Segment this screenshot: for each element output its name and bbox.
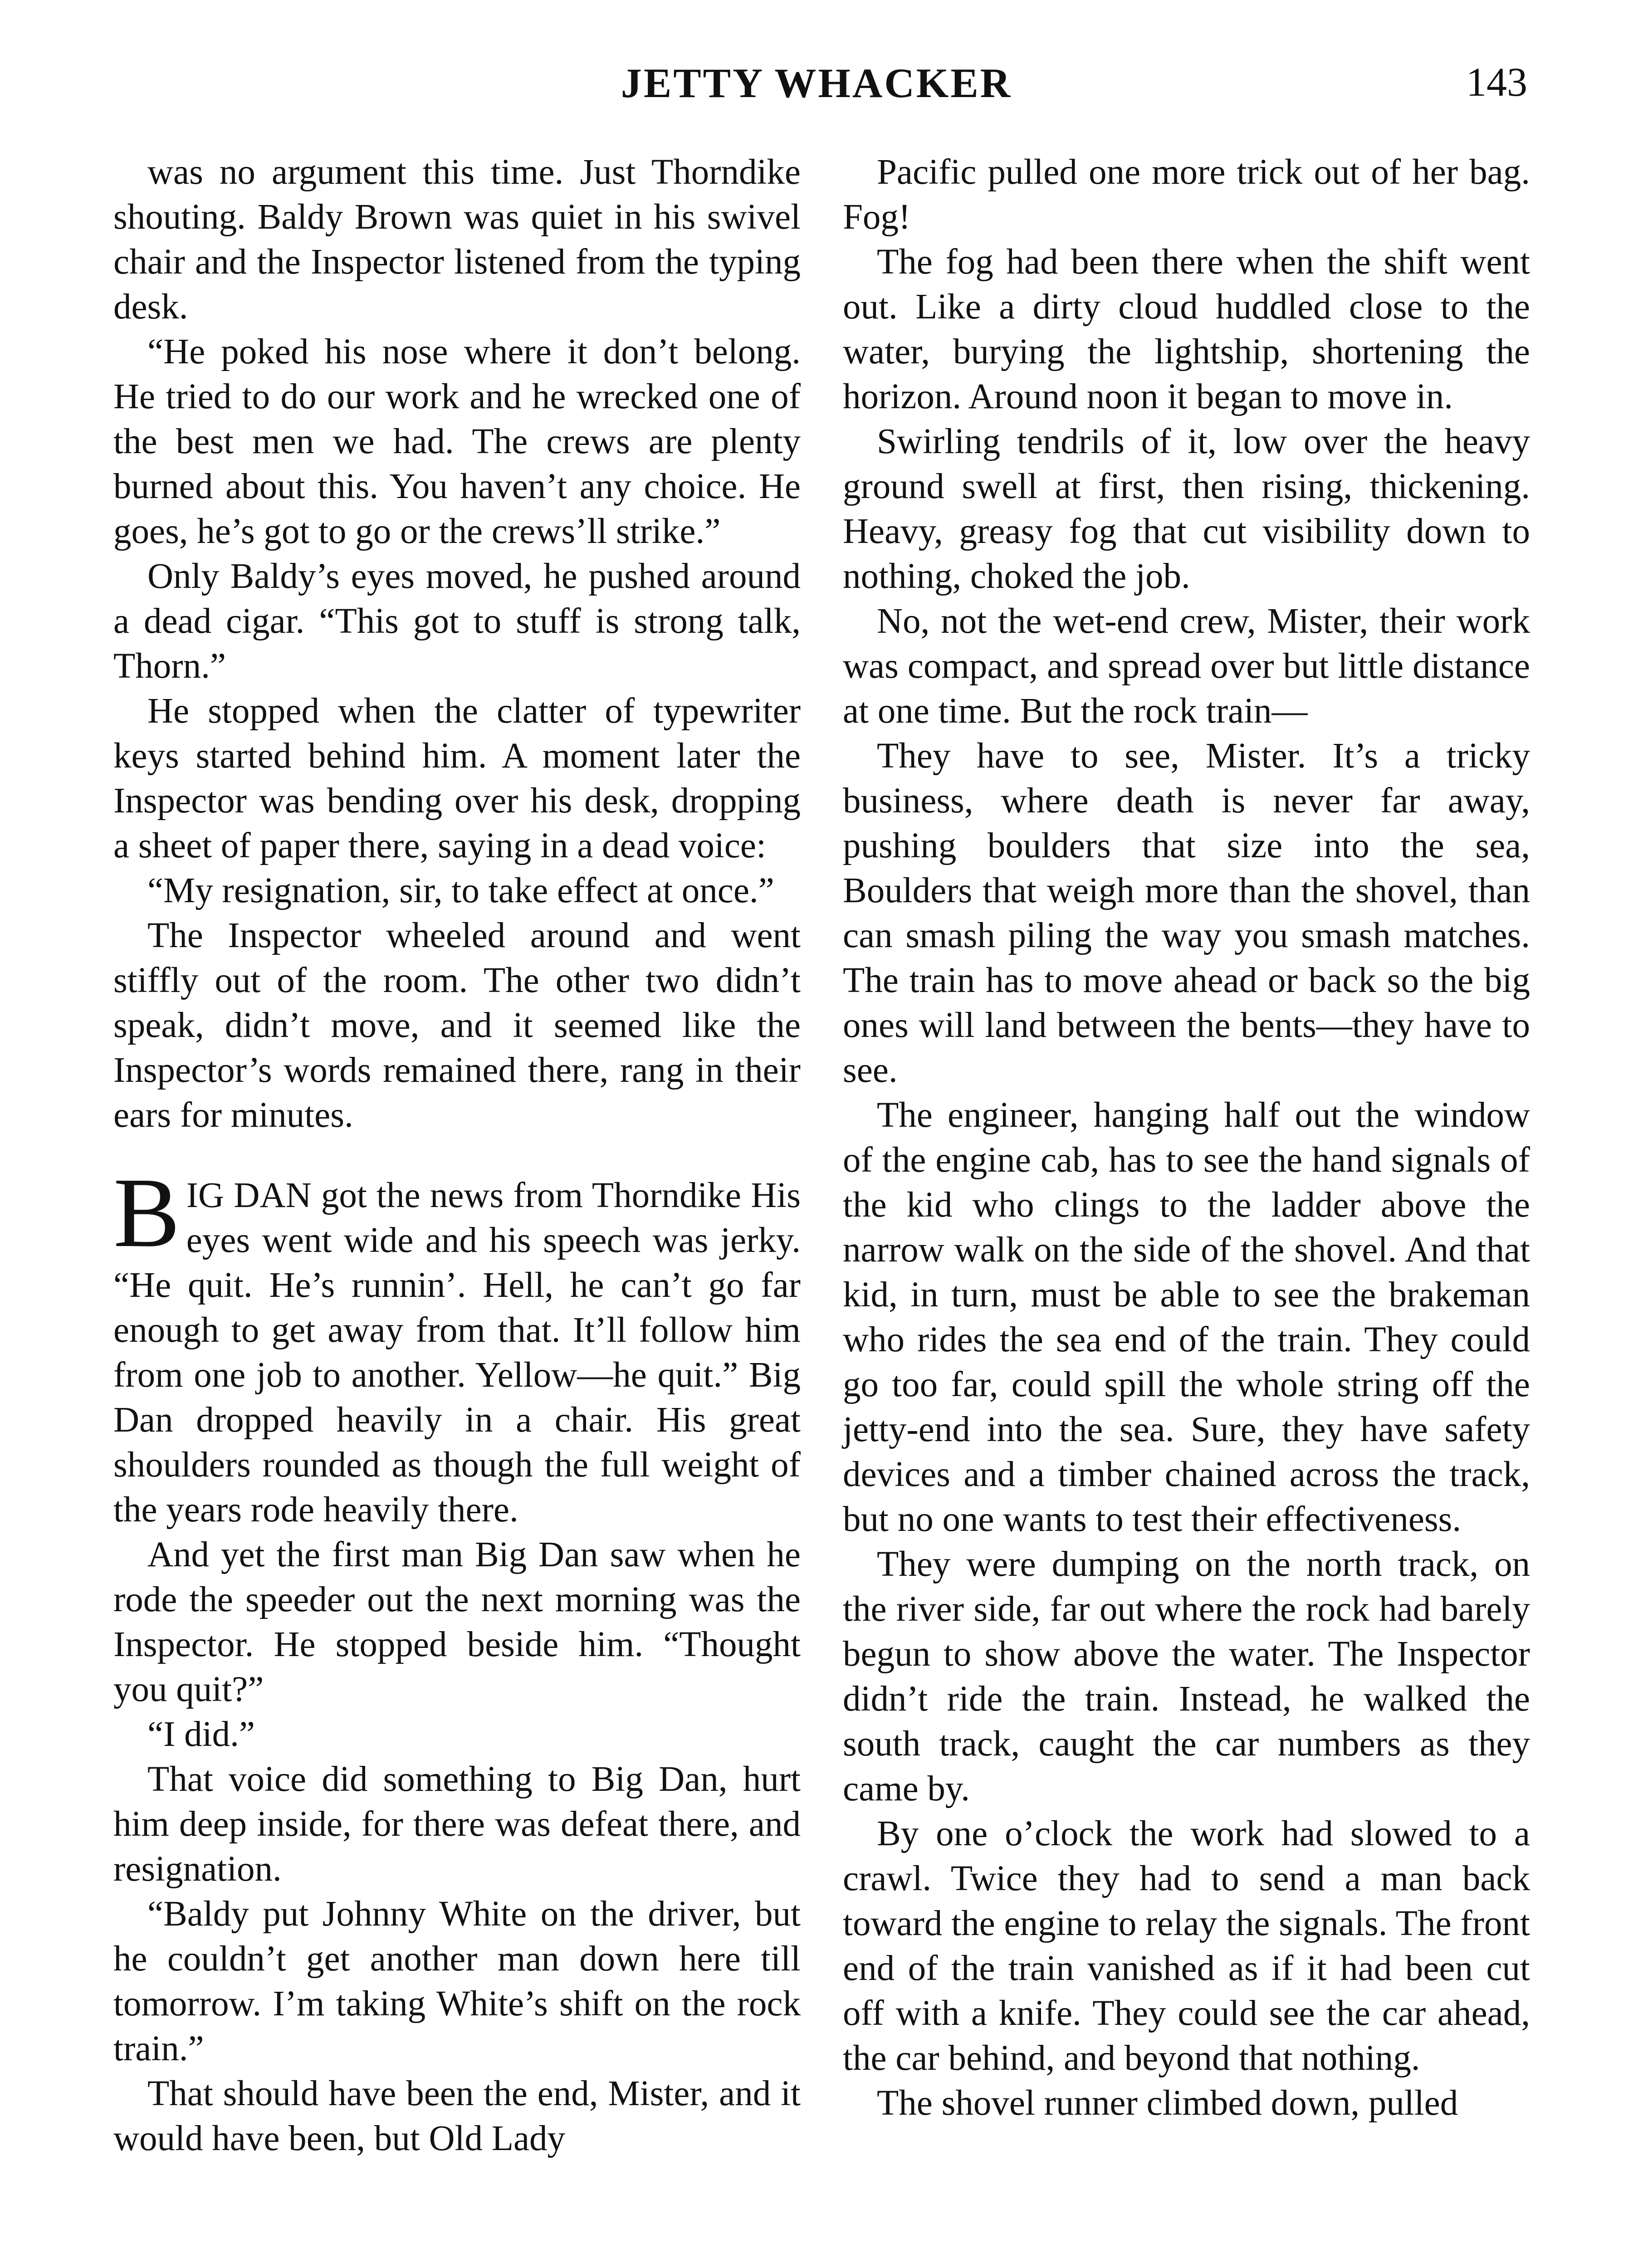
left-column xyxy=(113,150,801,2161)
paragraph: “He poked his nose where it don’t belong. He tried to do our work and he wrecked one of the best men we had. The crews are plenty burned about this. You haven’t any choice. He goes, he’s got to go or the crews’ll strike.” xyxy=(113,332,801,551)
paragraph: Only Baldy’s eyes moved, he pushed around a dead cigar. “This got to stuff is strong talk, Thorn.” xyxy=(113,557,801,686)
paragraph: That voice did something to Big Dan, hurt him deep inside, for there was defeat there, and resignation. xyxy=(113,1760,801,1889)
running-title: JETTY WHACKER xyxy=(621,60,1012,106)
paragraph: “I did.” xyxy=(147,1715,255,1754)
paragraph: The fog had been there when the shift went out. Like a dirty cloud huddled close to the water, burying the lightship, shortening the horizon. Around noon it began to move in. xyxy=(843,242,1530,416)
paragraph: “Baldy put Johnny White on the driver, but he couldn’t get another man down here till tomorrow. I’m taking White’s shift on the rock train.” xyxy=(113,1894,801,2068)
paragraph: He stopped when the clatter of typewriter keys started behind him. A moment later the Inspector was bending over his desk, dropping a sheet of paper there, saying in a dead voice: xyxy=(113,691,801,865)
section-opening-text: IG DAN got the news from Thorndike His eyes went wide and his speech was jerky. “He quit. He’s runnin’. Hell, he can’t go far enough to get away from that. It’ll follow him from one job to another. Yellow—he quit.” Big Dan dropped heavily in a chair. His great shoulders rounded as though the full weight of the years rode heavily there. xyxy=(113,1176,801,1530)
paragraph: That should have been the end, Mister, and it would have been, but Old Lady xyxy=(113,2074,801,2158)
drop-cap: B xyxy=(113,1157,180,1268)
paragraph: The Inspector wheeled around and went stiffly out of the room. The other two didn’t speak, didn’t move, and it seemed like the Inspector’s words remained there, rang in their ears for minutes. xyxy=(113,916,801,1135)
running-header xyxy=(0,59,1643,127)
paragraph: And yet the first man Big Dan saw when he rode the speeder out the next morning was the Inspector. He stopped beside him. “Thought you quit?” xyxy=(113,1535,801,1709)
paragraph: Pacific pulled one more trick out of her bag. Fog! xyxy=(843,152,1530,237)
paragraph: They have to see, Mister. It’s a tricky business, where death is never far away, pushing boulders that size into the sea, Boulders that weigh more than the shovel, than can smash piling the way you smash matches. The train has to move ahead or back so the big ones will land between the bents—they have to see. xyxy=(843,736,1530,1090)
right-column xyxy=(843,150,1530,2126)
paragraph: By one o’clock the work had slowed to a crawl. Twice they had to send a man back toward the engine to relay the signals. The front end of the train vanished as if it had been cut off with a knife. They could see the car ahead, the car behind, and beyond that nothing. xyxy=(843,1814,1530,2078)
paragraph: They were dumping on the north track, on the river side, far out where the rock had barely begun to show above the water. The Inspector didn’t ride the train. Instead, he walked the south track, caught the car numbers as they came by. xyxy=(843,1545,1530,1809)
paragraph: was no argument this time. Just Thorndike shouting. Baldy Brown was quiet in his swivel chair and the Inspector listened from the typing desk. xyxy=(113,152,801,327)
paragraph: “My resignation, sir, to take effect at once.” xyxy=(147,871,774,910)
section-opening-paragraph xyxy=(113,1157,801,1532)
paragraph: The engineer, hanging half out the window of the engine cab, has to see the hand signals of the kid who clings to the ladder above the narrow walk on the side of the shovel. And that kid, in turn, must be able to see the brakeman who rides the sea end of the train. They could go too far, could spill the whole string off the jetty-end into the sea. Sure, they have safety devices and a timber chained across the track, but no one wants to test their effectiveness. xyxy=(843,1095,1530,1539)
paragraph: Swirling tendrils of it, low over the heavy ground swell at first, then rising, thickening. Heavy, greasy fog that cut visibility down to nothing, choked the job. xyxy=(843,422,1530,596)
paragraph: The shovel runner climbed down, pulled xyxy=(877,2083,1458,2123)
paragraph: No, not the wet-end crew, Mister, their work was compact, and spread over but little distance at one time. But the rock train— xyxy=(843,601,1530,731)
page-number: 143 xyxy=(1466,60,1527,105)
